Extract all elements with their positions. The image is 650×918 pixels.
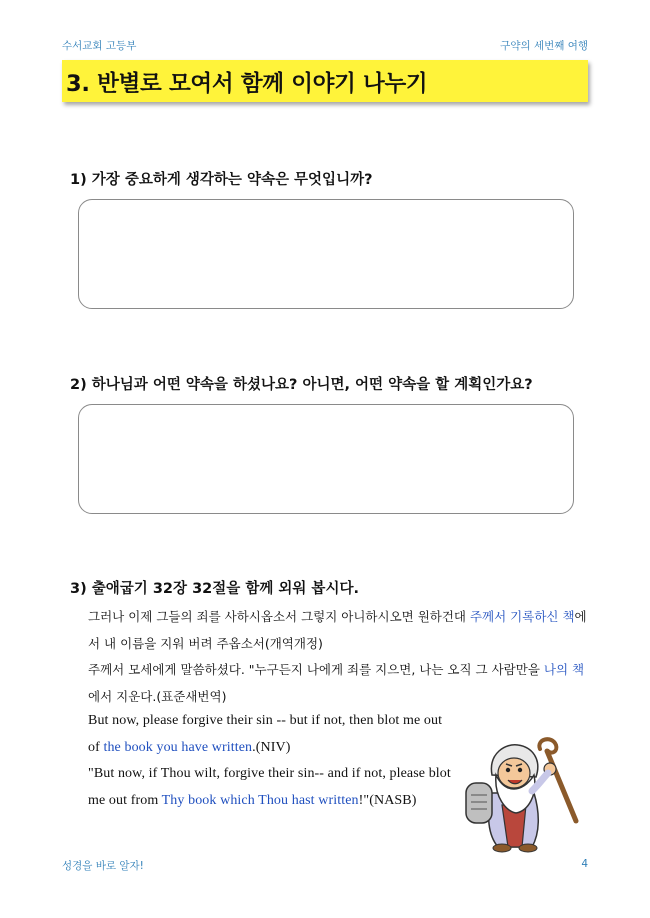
moses-illustration-icon xyxy=(462,735,586,853)
section-banner xyxy=(62,60,588,102)
question-3: 3) 출애굽기 32장 32절을 함께 외워 봅시다. xyxy=(70,581,359,597)
verse-block xyxy=(62,604,590,710)
verse-highlight: the book you have written xyxy=(103,739,253,755)
question-1: 1) 가장 중요하게 생각하는 약속은 무엇입니까? xyxy=(70,172,373,188)
verse-niv: But now, please forgive their sin -- but if not, then blot me out of the book you have written.(NIV) xyxy=(88,713,443,755)
verse-highlight: 나의 책 xyxy=(543,662,585,677)
answer-box-2[interactable] xyxy=(78,404,574,514)
verse-block-english xyxy=(62,708,454,814)
page-number: 4 xyxy=(581,858,588,870)
answer-box-1[interactable] xyxy=(78,199,574,309)
header-church-name: 수서교회 고등부 xyxy=(62,40,137,52)
verse-highlight: 주께서 기록하신 책 xyxy=(469,609,575,624)
verse-korean-revised: 그러나 이제 그들의 죄를 사하시옵소서 그렇지 아니하시오면 원하건대 주께서 기록하신 책에서 내 이름을 지워 버려 주옵소서(개역개정) xyxy=(88,609,587,651)
question-2: 2) 하나님과 어떤 약속을 하셨나요? 아니면, 어떤 약속을 할 계획인가요? xyxy=(70,377,533,393)
section-title: 3. 반별로 모여서 함께 이야기 나누기 xyxy=(66,71,428,97)
verse-korean-new: 주께서 모세에게 말씀하셨다. "누구든지 나에게 죄를 지으면, 나는 오직 그 사람만을 나의 책에서 지운다.(표준새번역) xyxy=(88,662,585,704)
verse-nasb: "But now, if Thou wilt, forgive their sin-- and if not, please blot me out from Thy book which Thou hast written!"(NASB) xyxy=(88,766,451,808)
footer-slogan: 성경을 바로 알자! xyxy=(62,860,144,872)
verse-highlight: Thy book which Thou hast written xyxy=(161,792,359,808)
header-series-title: 구약의 세번째 여행 xyxy=(500,40,588,52)
